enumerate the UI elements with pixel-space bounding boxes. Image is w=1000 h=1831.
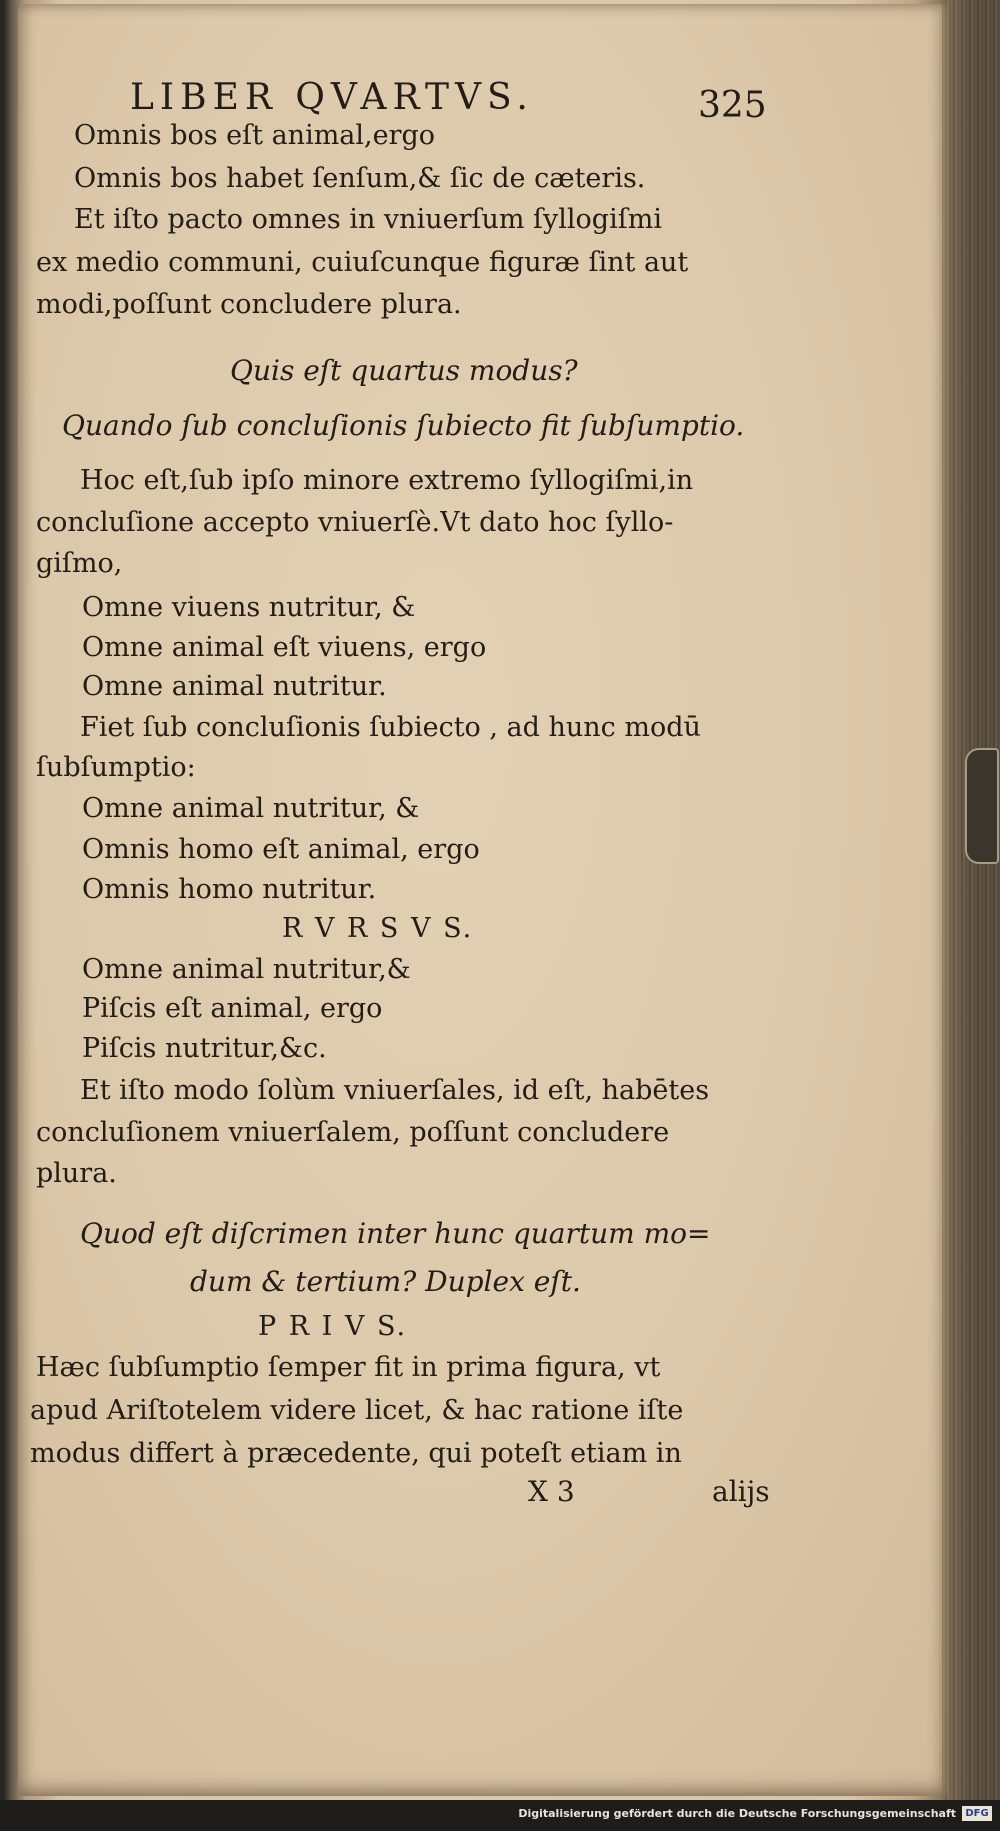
text-line: ſubſumptio: (36, 752, 196, 783)
text-line: concluſionem vniuerſalem, poſſunt concludere (36, 1117, 670, 1148)
text-line: Omnis bos habet ſenſum,& ſic de cæteris. (74, 163, 646, 194)
text-line: ex medio communi, cuiuſcunque figuræ ſint aut (36, 247, 689, 278)
text-line: Hæc ſubſumptio ſemper fit in prima figura, vt (36, 1352, 661, 1383)
catchword: alijs (712, 1475, 770, 1508)
dfg-logo: DFG (962, 1806, 992, 1821)
syllogism-line: Piſcis eſt animal, ergo (82, 993, 383, 1024)
question-heading: dum & tertium? Duplex eſt. (190, 1265, 581, 1298)
book-clasp (965, 748, 999, 864)
syllogism-line: Omnis homo nutritur. (82, 874, 377, 905)
answer-heading: Quando ſub concluſionis ſubiecto fit ſubſumptio. (62, 409, 745, 442)
syllogism-line: Omne animal nutritur,& (82, 954, 411, 985)
syllogism-line: Omne animal nutritur, & (82, 793, 420, 824)
text-line: Fiet ſub concluſionis ſubiecto , ad hunc modū (80, 712, 701, 743)
signature-mark: X 3 (528, 1475, 575, 1508)
syllogism-line: Omnis homo eſt animal, ergo (82, 834, 480, 865)
text-line: Hoc eſt,ſub ipſo minore extremo ſyllogiſmi,in (80, 465, 694, 496)
digitization-credit: Digitalisierung gefördert durch die Deutsche Forschungsgemeinschaft (518, 1807, 956, 1820)
syllogism-line: Omne viuens nutritur, & (82, 592, 416, 623)
page-number: 325 (698, 85, 767, 126)
text-line: apud Ariſtotelem videre licet, & hac ratione iſte (30, 1395, 684, 1426)
running-title: LIBER QVARTVS. (130, 77, 534, 118)
text-line: Omnis bos eſt animal,ergo (74, 120, 436, 151)
syllogism-line: Omne animal eſt viuens, ergo (82, 632, 487, 663)
section-label: R V R S V S. (282, 913, 474, 944)
question-heading: Quis eſt quartus modus? (230, 354, 578, 387)
question-heading: Quod eſt diſcrimen inter hunc quartum mo= (80, 1217, 711, 1250)
page-edges (942, 0, 1000, 1800)
syllogism-line: Piſcis nutritur,&c. (82, 1033, 327, 1064)
text-line: plura. (36, 1158, 117, 1189)
text-line: Et iſto modo ſolùm vniuerſales, id eſt, habētes (80, 1075, 710, 1106)
text-line: giſmo, (36, 548, 123, 579)
text-line: concluſione accepto vniuerſè.Vt dato hoc ſyllo- (36, 507, 674, 538)
text-line: modus differt à præcedente, qui poteſt etiam in (30, 1438, 682, 1469)
text-line: modi,poſſunt concludere plura. (36, 289, 462, 320)
syllogism-line: Omne animal nutritur. (82, 671, 387, 702)
text-line: Et iſto pacto omnes in vniuerſum ſyllogiſmi (74, 204, 662, 235)
section-label: P R I V S. (258, 1311, 408, 1342)
